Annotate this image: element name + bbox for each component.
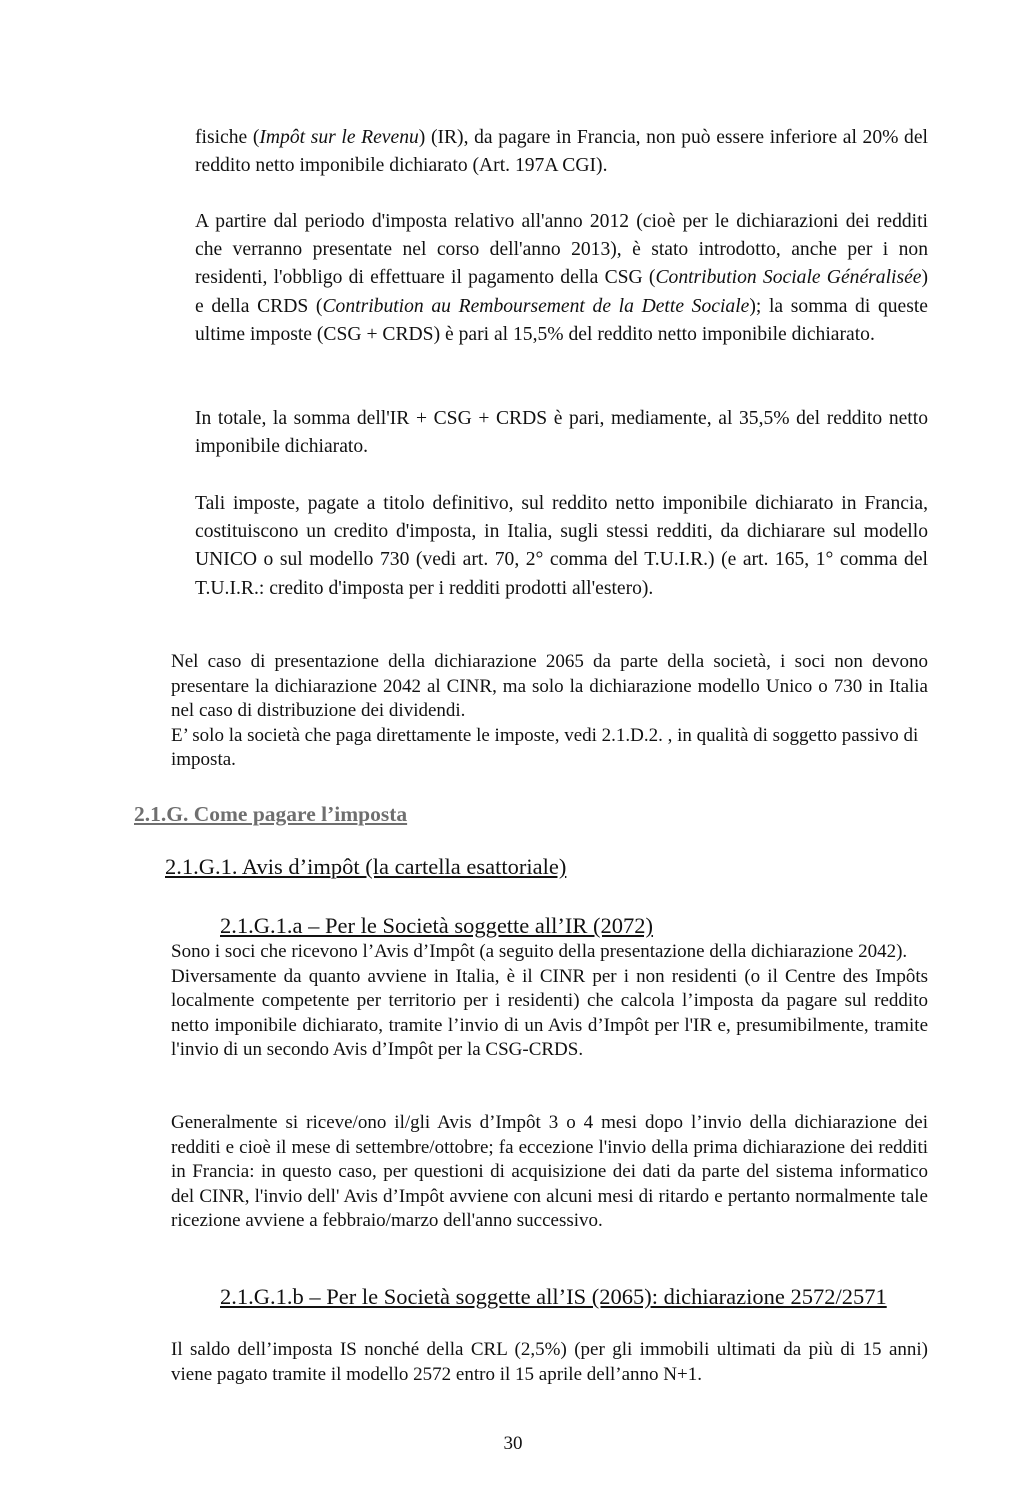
paragraph-text: Sono i soci che ricevono l’Avis d’Impôt (a seguito della presentazione della dichiarazione 2042). [171, 941, 908, 962]
text-segment: ); la somma di queste ultime imposte (CSG + CRDS) è pari al 15,5% del reddito netto imponibile dichiarato. [195, 295, 929, 345]
paragraph-csg-crds [195, 208, 928, 349]
paragraph-text: In totale, la somma dell'IR + CSG + CRDS è pari, mediamente, al 35,5% del reddito netto imponibile dichiarato. [195, 408, 928, 458]
paragraph-text: Nel caso di presentazione della dichiarazione 2065 da parte della società, i soci non devono presentare la dichiarazione 2042 al CINR, ma solo la dichiarazione modello Unico o 730 in Italia nel caso di distribuzione dei dividendi. [171, 651, 928, 721]
paragraph-2065 [171, 650, 928, 773]
text-segment: ) e della CRDS ( [195, 267, 929, 317]
paragraph-credit [195, 490, 928, 603]
paragraph-text: E’ solo la società che paga direttamente le imposte, vedi 2.1.D.2. , in qualità di soggetto passivo di imposta. [171, 724, 919, 770]
section-heading: 2.1.G. Come pagare l’imposta [134, 802, 408, 826]
paragraph-ir-minimum [195, 124, 928, 180]
paragraph-text: Diversamente da quanto avviene in Italia, è il CINR per i non residenti (o il Centre des Impôts localmente competente per territorio per i residenti) che calcola l’imposta da pagare sul reddito netto imponibile dichiarato, tramite l’invio di un Avis d’Impôt per l'IR e, presumibilmente, tramite l'invio di un secondo Avis d’Impôt per la CSG-CRDS. [171, 965, 928, 1060]
section-a-body [171, 940, 928, 1063]
text-segment: ) (IR), da pagare in Francia, non può essere inferiore al 20% del reddito netto imponibile dichiarato (Art. 197A CGI). [195, 127, 928, 177]
italic-term: Impôt sur le Revenu [259, 127, 419, 148]
subsection-heading: 2.1.G.1. Avis d’impôt (la cartella esattoriale) [165, 854, 567, 879]
paragraph-text: Il saldo dell’imposta IS nonché della CRL (2,5%) (per gli immobili ultimati da più di 15 anni) viene pagato tramite il modello 2572 entro il 15 aprile dell’anno N+1. [171, 1339, 928, 1385]
subsubsection-heading-a: 2.1.G.1.a – Per le Società soggette all’IR (2072) [220, 913, 654, 938]
section-b-body [171, 1338, 928, 1387]
subsubsection-heading-b: 2.1.G.1.b – Per le Società soggette all’IS (2065): dichiarazione 2572/2571 [220, 1284, 887, 1309]
italic-term: Contribution au Remboursement de la Dette Sociale [322, 295, 750, 317]
text-segment: A partire dal periodo d'imposta relativo all'anno 2012 (cioè per le dichiarazioni dei redditi che verranno presentate nel corso dell'anno 2013), è stato introdotto, anche per i non residenti, l'obbligo di effettuare il pagamento della CSG ( [195, 211, 928, 289]
paragraph-text: Tali imposte, pagate a titolo definitivo, sul reddito netto imponibile dichiarato in Francia, costituiscono un credito d'imposta, in Italia, sugli stessi redditi, da dichiarare sul modello UNICO o sul modello 730 (vedi art. 70, 2° comma del T.U.I.R.) (e art. 165, 1° comma del T.U.I.R.: credito d'imposta per i redditi prodotti all'estero). [195, 493, 928, 599]
italic-term: Contribution Sociale Généralisée [655, 267, 922, 289]
section-a-body-2 [171, 1111, 928, 1234]
page-number: 30 [503, 1433, 523, 1454]
paragraph-total [195, 405, 928, 461]
text-segment: fisiche ( [195, 127, 260, 148]
paragraph-text: Generalmente si riceve/ono il/gli Avis d’Impôt 3 o 4 mesi dopo l’invio della dichiarazione dei redditi e cioè il mese di settembre/ottobre; fa eccezione l'invio della prima dichiarazione dei redditi in Francia: in questo caso, per questioni di acquisizione dei dati da parte del sistema informatico del CINR, l'invio dell' Avis d’Impôt avviene con alcuni mesi di ritardo e pertanto normalmente tale ricezione avviene a febbraio/marzo dell'anno successivo. [171, 1112, 928, 1231]
